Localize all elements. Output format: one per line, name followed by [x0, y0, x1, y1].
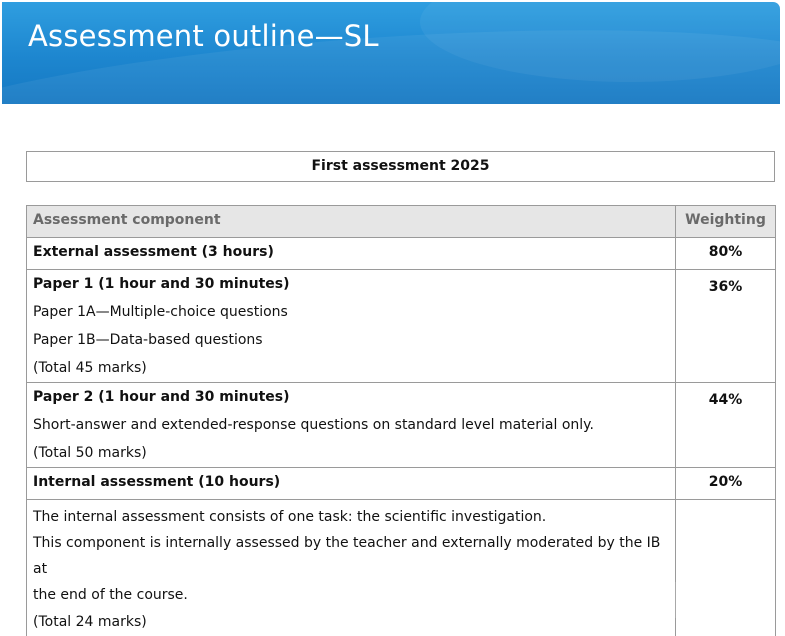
paper2-weighting: 44%: [676, 383, 776, 468]
table-header-row: [27, 206, 776, 238]
internal-detail-line: The internal assessment consists of one task: the scientific investigation.: [33, 504, 669, 530]
external-weighting: 80%: [676, 238, 776, 270]
header-banner: [2, 2, 780, 104]
paper1-label: Paper 1 (1 hour and 30 minutes): [33, 270, 669, 298]
external-assessment-row: [27, 238, 776, 270]
page-title: Assessment outline—SL: [28, 19, 379, 53]
assessment-table: [26, 205, 776, 636]
paper1-line: Paper 1B—Data-based questions: [33, 326, 669, 354]
internal-details-row: [27, 500, 776, 636]
external-assessment-label: External assessment (3 hours): [33, 244, 274, 260]
internal-detail-line: (Total 24 marks): [33, 608, 669, 636]
internal-weighting: 20%: [676, 468, 776, 500]
paper1-row: [27, 270, 776, 383]
paper2-row: [27, 383, 776, 468]
paper1-weighting: 36%: [676, 270, 776, 383]
internal-assessment-label: Internal assessment (10 hours): [33, 474, 280, 490]
header-component: Assessment component: [27, 206, 676, 238]
internal-detail-line: the end of the course.: [33, 582, 669, 608]
internal-detail-line: This component is internally assessed by the teacher and externally moderated by the IB at: [33, 530, 669, 582]
paper2-line: (Total 50 marks): [33, 439, 669, 467]
first-assessment-box: First assessment 2025: [26, 151, 775, 182]
header-weighting: Weighting: [676, 206, 776, 238]
paper1-line: (Total 45 marks): [33, 354, 669, 382]
paper2-line: Short-answer and extended-response questions on standard level material only.: [33, 411, 669, 439]
paper2-label: Paper 2 (1 hour and 30 minutes): [33, 383, 669, 411]
paper1-line: Paper 1A—Multiple-choice questions: [33, 298, 669, 326]
internal-assessment-row: [27, 468, 776, 500]
